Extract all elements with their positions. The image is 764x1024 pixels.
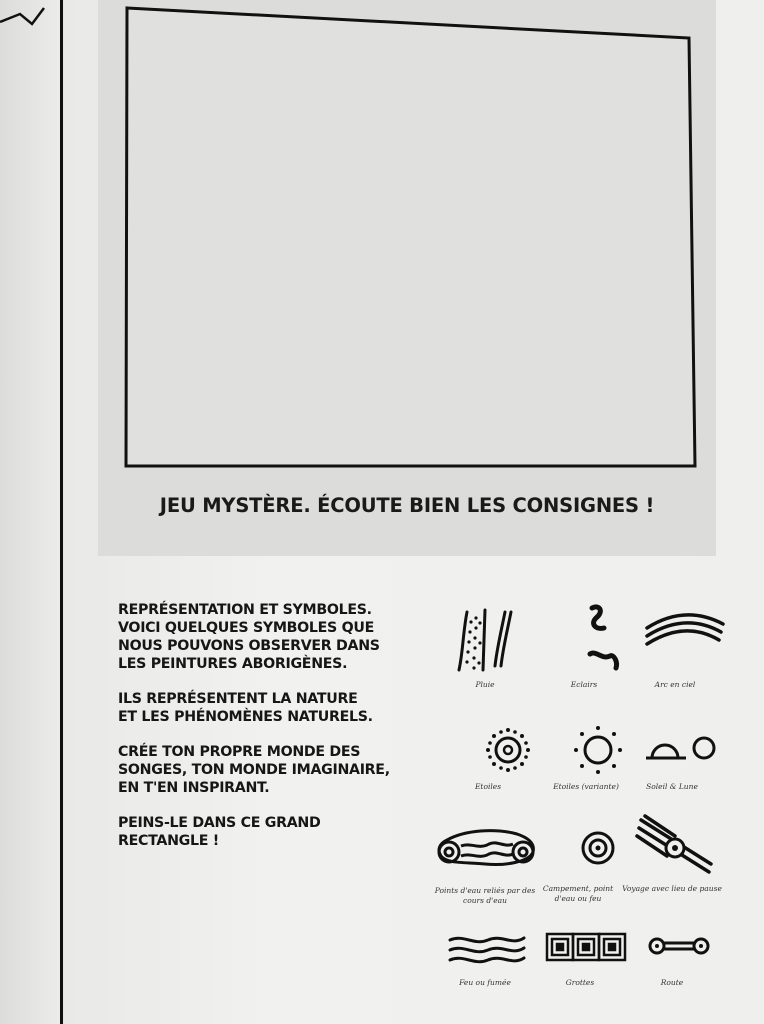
page-title: JEU MYSTÈRE. ÉCOUTE BIEN LES CONSIGNES ! — [159, 494, 655, 517]
symbol-caption: Etoiles (variante) — [553, 782, 619, 791]
rain-symbol-icon — [445, 608, 525, 676]
instruction-paragraph: CRÉE TON PROPRE MONDE DES SONGES, TON MONDE IMAGINAIRE, EN T'EN INSPIRANT. — [118, 744, 390, 796]
symbol-caption: Etoiles — [474, 782, 502, 791]
stars-symbol-icon — [448, 722, 528, 778]
symbol-caption: Arc en ciel — [654, 680, 696, 689]
instruction-paragraph: PEINS-LE DANS CE GRAND RECTANGLE ! — [118, 815, 321, 849]
drawing-rectangle — [0, 0, 764, 480]
symbol-caption: Grottes — [565, 978, 595, 987]
rainbow-symbol-icon — [625, 606, 725, 676]
instruction-paragraph: ILS REPRÉSENTENT LA NATURE ET LES PHÉNOMÈNES NATURELS. — [118, 691, 373, 725]
symbol-caption: Feu ou fumée — [459, 978, 511, 987]
lightning-symbol-icon — [544, 602, 624, 676]
symbol-rainbow — [615, 606, 735, 690]
symbol-road — [612, 930, 732, 988]
instructions-text — [118, 601, 418, 867]
symbol-journey — [612, 814, 732, 894]
symbol-caption: Campement, point d'eau ou feu — [542, 884, 614, 903]
camp-symbol-icon — [538, 824, 618, 880]
journey-symbol-icon — [617, 814, 727, 880]
symbol-caption: Route — [660, 978, 684, 987]
symbol-caption: Voyage avec lieu de pause — [622, 884, 722, 893]
symbol-caption: Eclairs — [570, 680, 598, 689]
symbol-caption: Pluie — [475, 680, 495, 689]
symbol-caption: Soleil & Lune — [646, 782, 698, 791]
instruction-paragraph: REPRÉSENTATION ET SYMBOLES. VOICI QUELQUES SYMBOLES QUE NOUS POUVONS OBSERVER DANS LES PEINTURES ABORIGÈNES. — [118, 602, 380, 672]
symbol-caption: Points d'eau reliés par des cours d'eau — [434, 886, 536, 905]
symbol-sun-moon — [612, 726, 732, 792]
road-symbol-icon — [617, 930, 727, 974]
sun-moon-symbol-icon — [622, 726, 722, 778]
